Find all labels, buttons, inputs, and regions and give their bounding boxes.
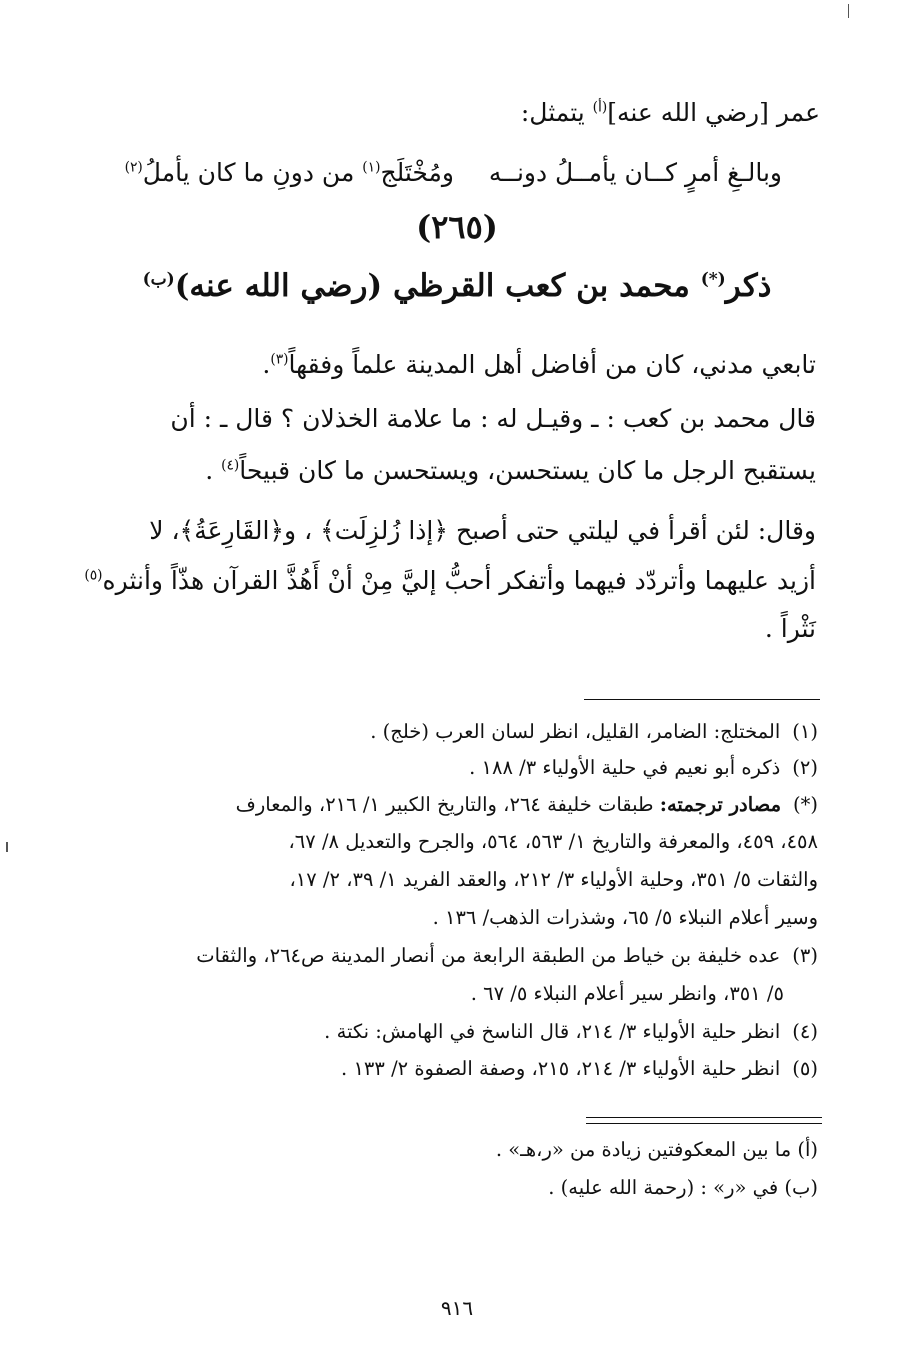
intro-sup: (أ) [592, 99, 608, 116]
variant-number: (أ) [797, 1138, 818, 1161]
footnote-4 [324, 1020, 818, 1043]
intro-tail: يتمثل: [520, 98, 593, 127]
entry-heading [0, 268, 914, 304]
variant-text: ما بين المعكوفتين زيادة من «ر،هـ» . [495, 1138, 792, 1161]
footnote-2 [469, 756, 818, 779]
footnote-text: عده خليفة بن خياط من الطبقة الرابعة من أنصار المدينة ص٢٦٤، والثقات [196, 944, 781, 967]
footnote-1 [370, 720, 818, 743]
footnote-text: انظر حلية الأولياء ٣/ ٢١٤، ٢١٥، وصفة الصفوة ٢/ ١٣٣ . [341, 1057, 781, 1080]
footnote-number: (١) [792, 720, 818, 743]
p2-sup: (٤) [221, 457, 240, 474]
intro-line [521, 98, 820, 127]
p2-text: يستقبح الرجل ما كان يستحسن، ويستحسن ما كان قبيحاً [239, 456, 816, 485]
footnote-sources-line-4: وسير أعلام النبلاء ٥/ ٦٥، وشذرات الذهب/ ١٣٦ . [432, 906, 818, 929]
p1-text: تابعي مدني، كان من أفاضل أهل المدينة علماً وفقهاً [288, 350, 816, 379]
p2-end: . [205, 456, 222, 485]
paragraph-1 [262, 350, 816, 379]
footnote-text: المختلج: الضامر، القليل، انظر لسان العرب (خلج) . [370, 720, 781, 743]
footnote-text: ذكره أبو نعيم في حلية الأولياء ٣/ ١٨٨ . [469, 756, 781, 779]
footnote-separator [584, 699, 820, 700]
heading-sup-2: (ب) [142, 269, 175, 290]
footnote-sources-line-2: ٤٥٨، ٤٥٩، والمعرفة والتاريخ ١/ ٥٦٣، ٥٦٤، والجرح والتعديل ٨/ ٦٧، [288, 830, 818, 853]
verse-left-tail: من دونِ ما كان يأملُ [142, 158, 363, 187]
p3-sup: (٥) [84, 567, 103, 584]
footnote-3-line-2: ٥/ ٣٥١، وانظر سير أعلام النبلاء ٥/ ٦٧ . [470, 982, 784, 1005]
paragraph-3-line-2 [84, 566, 816, 595]
footnote-3 [196, 944, 818, 967]
variants-separator-bottom [586, 1123, 822, 1124]
variants-separator-top [586, 1117, 822, 1118]
paragraph-2-line-2 [205, 456, 816, 485]
scan-mark-left [6, 842, 8, 852]
paragraph-3-line-1: وقال: لئن أقرأ في ليلتي حتى أصبح ﴿إذا زُلزِلَت﴾ ، و﴿القَارِعَةُ﴾، لا [149, 516, 816, 545]
variant-text: في «ر» : (رحمة الله عليه) . [548, 1176, 779, 1199]
scan-mark-top [848, 4, 849, 18]
footnote-text: انظر حلية الأولياء ٣/ ٢١٤، قال الناسخ في الهامش: نكتة . [324, 1020, 781, 1043]
paragraph-3-line-3: نَثْراً . [764, 614, 816, 643]
variant-b [548, 1176, 818, 1199]
section-number: (٢٦٥) [416, 208, 498, 246]
verse-right-text: وبالـغِ أمرٍ كــان يأمــلُ دونــه [488, 158, 782, 187]
footnote-text: طبقات خليفة ٢٦٤، والتاريخ الكبير ١/ ٢١٦، والمعارف [235, 793, 660, 816]
verse-hemistich-right [489, 158, 782, 187]
footnote-number: (٤) [792, 1020, 818, 1043]
verse-sup-2: (٢) [124, 159, 143, 176]
footnote-5 [341, 1057, 818, 1080]
verse-left-text: ومُخْتَلَج [380, 158, 454, 187]
footnote-number: (*) [793, 793, 818, 816]
footnote-number: (٢) [792, 756, 818, 779]
verse-sup-1: (١) [362, 159, 381, 176]
footnote-number: (٣) [792, 944, 818, 967]
paragraph-2-line-1: قال محمد بن كعب : ـ وقيـل له : ما علامة الخذلان ؟ قال ـ : أن [170, 404, 816, 433]
footnote-sources-line-3: والثقات ٥/ ٣٥١، وحلية الأولياء ٣/ ٢١٢، والعقد الفريد ١/ ٣٩، ٢/ ١٧، [289, 868, 818, 891]
p1-end: . [262, 350, 271, 379]
verse-hemistich-left [125, 158, 454, 187]
footnote-sources [236, 793, 818, 816]
variant-number: (ب) [784, 1176, 818, 1199]
footnote-number: (٥) [792, 1057, 818, 1080]
heading-sup-1: (*) [700, 269, 726, 290]
p3-text: أزيد عليهما وأتردّد فيهما وأتفكر أحبُّ إليَّ مِنْ أنْ أَهُذَّ القرآن هذّاً وأنثره [102, 566, 816, 595]
heading-main: محمد بن كعب القرظي (رضي الله عنه) [174, 268, 701, 304]
variant-a [496, 1138, 818, 1161]
intro-text: عمر [رضي الله عنه] [607, 98, 820, 127]
heading-pre: ذكر [725, 268, 772, 304]
page-number: ٩١٦ [440, 1296, 474, 1320]
sources-label: مصادر ترجمته: [659, 793, 782, 816]
p1-sup: (٣) [270, 351, 289, 368]
